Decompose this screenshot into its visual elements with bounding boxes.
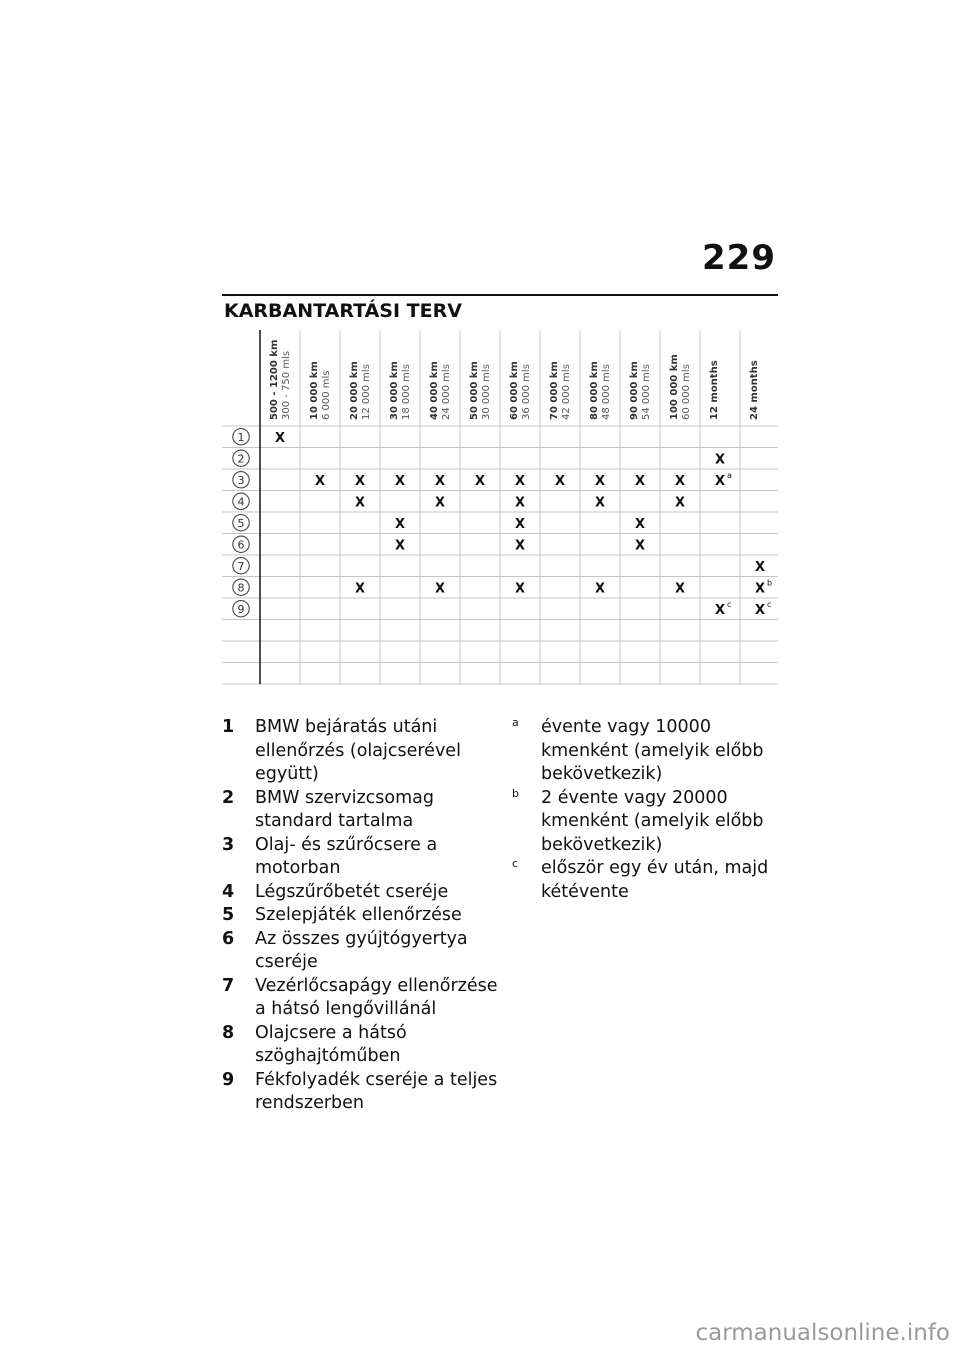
mark-footnote-reference: a	[727, 470, 732, 480]
column-header-primary: 60 000 km	[509, 361, 520, 420]
mark-footnote-reference: c	[727, 599, 732, 609]
maintenance-mark: X	[754, 581, 766, 597]
maintenance-mark: X	[434, 495, 446, 511]
footnote-item	[508, 787, 770, 858]
maintenance-mark: X	[674, 495, 686, 511]
legend-text: Légszűrőbetét cseréje	[255, 881, 449, 902]
maintenance-mark: X	[674, 473, 686, 489]
footnote-letter: c	[512, 857, 519, 870]
legend-number: 5	[222, 905, 235, 925]
maintenance-mark: X	[634, 516, 646, 532]
legend-item	[222, 834, 502, 881]
maintenance-mark: X	[754, 559, 766, 575]
row-number-label: 6	[237, 538, 245, 552]
row-number-label: 1	[237, 430, 245, 444]
row-number-label: 2	[237, 452, 245, 466]
column-header-secondary: 12 000 mls	[361, 364, 372, 420]
maintenance-mark: X	[394, 473, 406, 489]
column-header-primary: 70 000 km	[549, 361, 560, 420]
column-header-primary: 10 000 km	[309, 361, 320, 420]
column-header-primary: 50 000 km	[469, 361, 480, 420]
column-header-primary: 24 months	[749, 360, 760, 420]
legend-text: Fékfolyadék cseréje a teljes rendszerben	[255, 1069, 498, 1113]
footnotes-list	[508, 716, 770, 904]
legend-text: Olajcsere a hátsó szöghajtóműben	[255, 1022, 407, 1066]
legend-number: 2	[222, 787, 235, 808]
watermark: carmanualsonline.info	[695, 1320, 950, 1346]
column-header-primary: 12 months	[709, 360, 720, 420]
legend-number: 3	[222, 834, 235, 855]
maintenance-mark: X	[394, 516, 406, 532]
legend-number: 9	[222, 1069, 235, 1090]
column-header-primary: 500 - 1200 km	[269, 339, 280, 420]
footnote-letter: a	[512, 716, 519, 729]
legend-number: 8	[222, 1022, 235, 1043]
maintenance-mark: X	[354, 473, 366, 489]
column-header-secondary: 300 - 750 mls	[281, 350, 292, 420]
maintenance-mark: X	[354, 495, 366, 511]
legend-number: 6	[222, 928, 235, 949]
legend-item	[222, 787, 502, 834]
maintenance-mark: X	[554, 473, 566, 489]
page-number: 229	[702, 238, 776, 278]
footnote-letter: b	[512, 786, 519, 800]
maintenance-mark: X	[514, 473, 526, 489]
maintenance-mark: X	[514, 495, 526, 511]
legend-item	[222, 904, 502, 928]
legend-text: Olaj- és szűrőcsere a motorban	[255, 834, 438, 878]
legend-text: Szelepjáték ellenőrzése	[255, 905, 462, 925]
header-rule	[222, 294, 778, 296]
maintenance-mark: X	[714, 473, 726, 489]
maintenance-mark: X	[634, 473, 646, 489]
maintenance-mark: X	[714, 602, 726, 618]
maintenance-mark: X	[594, 581, 606, 597]
row-number-label: 7	[237, 559, 245, 573]
legend-item	[222, 716, 502, 787]
maintenance-mark: X	[754, 602, 766, 618]
legend-list	[222, 716, 502, 1116]
legend-number: 7	[222, 975, 235, 996]
legend-item	[222, 1069, 502, 1116]
section-title: KARBANTARTÁSI TERV	[224, 300, 462, 322]
column-header-primary: 80 000 km	[589, 361, 600, 420]
maintenance-mark: X	[314, 473, 326, 489]
legend-text: BMW szervizcsomag standard tartalma	[255, 787, 434, 831]
column-header-primary: 90 000 km	[629, 361, 640, 420]
maintenance-mark: X	[674, 581, 686, 597]
maintenance-plan-table	[222, 330, 778, 708]
row-number-label: 5	[237, 516, 245, 530]
footnote-item	[508, 857, 770, 904]
maintenance-grid	[222, 330, 778, 708]
column-header-secondary: 18 000 mls	[401, 364, 412, 420]
legend-text: BMW bejáratás utáni ellenőrzés (olajcserével együtt)	[255, 717, 461, 784]
column-header-primary: 30 000 km	[389, 361, 400, 420]
maintenance-mark: X	[634, 538, 646, 554]
column-header-secondary: 48 000 mls	[601, 364, 612, 420]
maintenance-mark: X	[514, 516, 526, 532]
column-header-secondary: 36 000 mls	[521, 364, 532, 420]
footnote-item	[508, 716, 770, 787]
legend-number: 4	[222, 881, 235, 902]
maintenance-mark: X	[514, 538, 526, 554]
column-header-secondary: 30 000 mls	[481, 364, 492, 420]
column-header-secondary: 42 000 mls	[561, 364, 572, 420]
column-header-secondary: 6 000 mls	[321, 370, 332, 420]
legend-item	[222, 1022, 502, 1069]
legend-number: 1	[222, 717, 235, 737]
mark-footnote-reference: c	[767, 599, 772, 609]
row-number-label: 9	[237, 602, 245, 616]
column-header-secondary: 54 000 mls	[641, 364, 652, 420]
maintenance-mark: X	[354, 581, 366, 597]
row-number-label: 8	[237, 581, 245, 595]
maintenance-mark: X	[514, 581, 526, 597]
footnote-text: 2 évente vagy 20000 kmenként (amelyik előbb bekövetkezik)	[541, 787, 764, 855]
footnote-text: évente vagy 10000 kmenként (amelyik előbb bekövetkezik)	[541, 717, 764, 784]
column-header-primary: 100 000 km	[669, 354, 680, 420]
row-number-label: 3	[237, 473, 245, 487]
maintenance-mark: X	[274, 430, 286, 446]
column-header-secondary: 60 000 mls	[681, 364, 692, 420]
mark-footnote-reference: b	[767, 578, 773, 588]
maintenance-mark: X	[474, 473, 486, 489]
legend-text: Az összes gyújtógyertya cseréje	[255, 928, 468, 972]
legend-item	[222, 928, 502, 975]
column-header-primary: 20 000 km	[349, 361, 360, 420]
maintenance-mark: X	[714, 452, 726, 468]
maintenance-mark: X	[434, 473, 446, 489]
maintenance-mark: X	[434, 581, 446, 597]
column-header-primary: 40 000 km	[429, 361, 440, 420]
maintenance-mark: X	[594, 473, 606, 489]
footnote-text: először egy év után, majd kétévente	[541, 858, 769, 902]
legend-text: Vezérlőcsapágy ellenőrzése a hátsó lengővillánál	[255, 975, 498, 1019]
legend-item	[222, 975, 502, 1022]
row-number-label: 4	[237, 495, 245, 509]
maintenance-mark: X	[394, 538, 406, 554]
maintenance-mark: X	[594, 495, 606, 511]
legend-item	[222, 881, 502, 905]
column-header-secondary: 24 000 mls	[441, 364, 452, 420]
